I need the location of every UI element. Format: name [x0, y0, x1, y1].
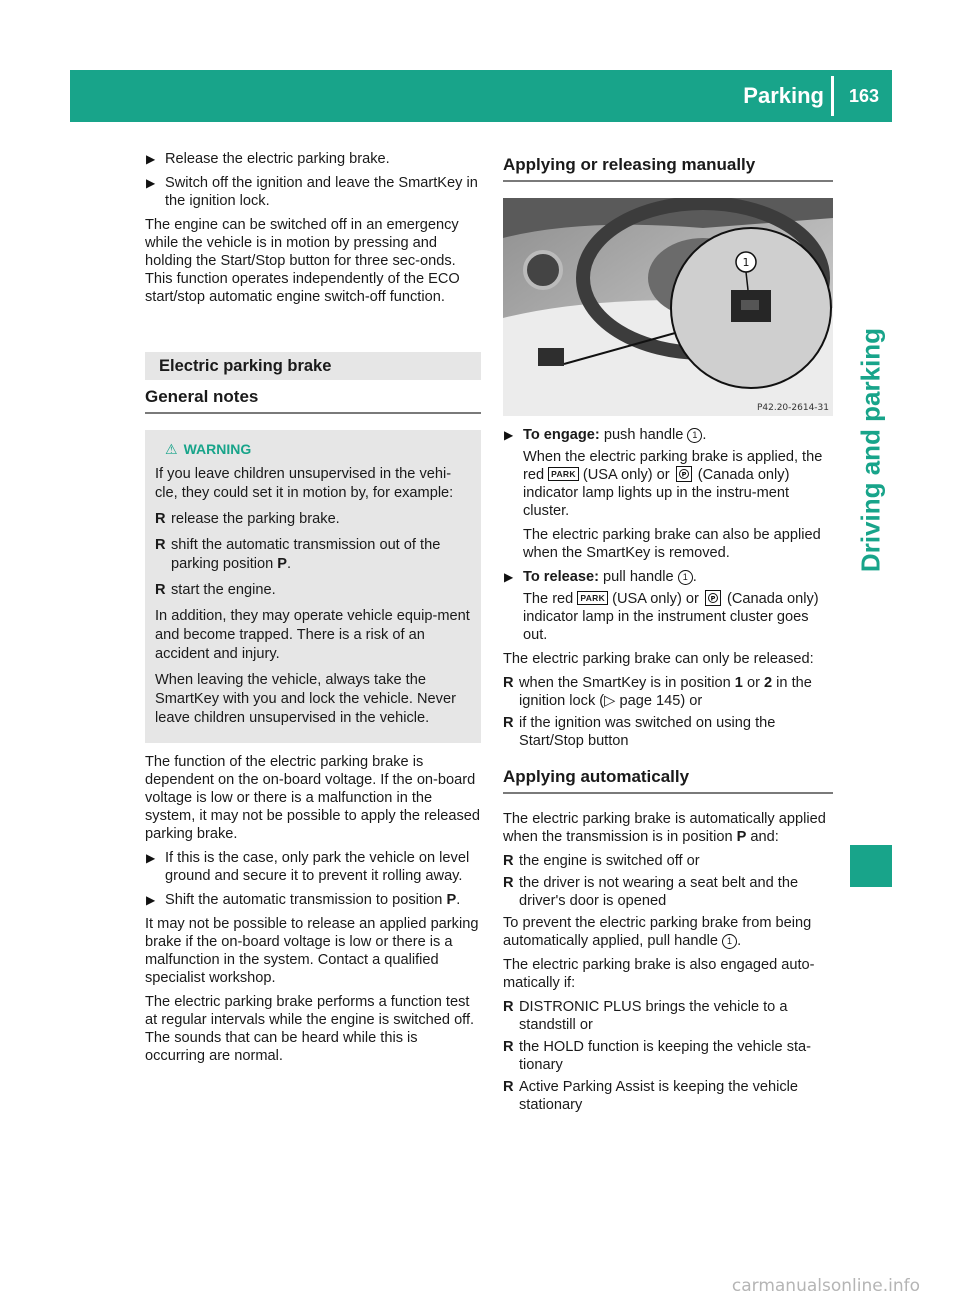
list-item: R DISTRONIC PLUS brings the vehicle to a standstill or	[503, 999, 788, 1033]
list-item: R if the ignition was switched on using the Start/Stop button	[503, 715, 776, 749]
step-arrow-icon: ▶	[146, 152, 156, 166]
side-chapter-strip	[850, 130, 892, 830]
park-lamp-icon: PARK	[548, 467, 579, 481]
subheading: Applying or releasing manually	[503, 156, 833, 182]
left-column	[145, 150, 481, 1071]
bullet-icon: R	[503, 853, 514, 869]
bullet-icon: R	[155, 582, 166, 598]
park-lamp-icon: PARK	[577, 591, 608, 605]
paragraph: The engine can be switched off in an emergency while the vehicle is in motion by pressing and holding the Start/Stop button for three sec-onds. This function operates independently of the ECO start/stop automatic engine switch-off function.	[145, 217, 460, 305]
list-item: R the driver is not wearing a seat belt and the driver's door is opened	[503, 875, 799, 909]
watermark: carmanualsonline.info	[731, 1276, 920, 1296]
instruction-step: ▶ Switch off the ignition and leave the SmartKey in the ignition lock.	[146, 175, 478, 209]
bullet-icon: R	[503, 1039, 514, 1055]
list-item: R the engine is switched off or	[503, 853, 700, 869]
bullet-icon: R	[503, 675, 514, 691]
list-item: R start the engine.	[155, 582, 276, 598]
list-item: R Active Parking Assist is keeping the vehicle stationary	[503, 1079, 799, 1113]
step-detail: When the electric parking brake is applied, the red PARK (USA only) or P (Canada only) indicator lamp lights up in the instru-ment cluster.	[523, 449, 823, 519]
warning-triangle-icon: ⚠	[165, 441, 178, 457]
subheading: Applying automatically	[503, 768, 833, 794]
parking-brake-lamp-icon	[676, 466, 692, 482]
step-detail: The electric parking brake can also be applied when the SmartKey is removed.	[523, 527, 821, 561]
bullet-icon: R	[503, 715, 514, 731]
list-item: R release the parking brake.	[155, 511, 340, 527]
paragraph: The electric parking brake performs a function test at regular intervals while the engine is switched off. The sounds that can be heard while this is occurring are normal.	[145, 994, 475, 1064]
paragraph: The electric parking brake is automatically applied when the transmission is in position P and:	[503, 811, 826, 845]
step-arrow-icon: ▶	[146, 851, 156, 865]
warning-box	[145, 430, 481, 743]
bullet-icon: R	[503, 999, 514, 1015]
callout-1-icon: 1	[722, 934, 737, 949]
list-item: R shift the automatic transmission out of the parking position P.	[155, 537, 441, 572]
step-arrow-icon: ▶	[504, 570, 514, 584]
instruction-step: ▶ If this is the case, only park the vehicle on level ground and secure it to prevent it rolling away.	[146, 850, 470, 884]
bullet-icon: R	[155, 511, 166, 527]
header-bar	[70, 70, 892, 122]
warning-title: ⚠ WARNING	[165, 441, 252, 457]
section-title: Parking	[743, 83, 824, 108]
paragraph: It may not be possible to release an applied parking brake if the on-board voltage is low or there is a malfunction in the system. Contact a qualified specialist workshop.	[145, 916, 479, 986]
chapter-tab	[850, 845, 892, 887]
step-arrow-icon: ▶	[504, 428, 514, 442]
svg-text:P: P	[710, 594, 716, 603]
step-detail: The red PARK (USA only) or P (Canada only) indicator lamp in the instrument cluster goes out.	[523, 591, 819, 643]
warning-intro: If you leave children unsupervised in the vehi-cle, they could set it in motion by, for example:	[155, 466, 454, 501]
dashboard-drawing	[503, 198, 833, 416]
instruction-step: ▶ Shift the automatic transmission to position P.	[146, 892, 461, 908]
parking-brake-lamp-icon	[705, 590, 721, 606]
step-arrow-icon: ▶	[146, 893, 156, 907]
svg-text:P: P	[681, 470, 687, 479]
paragraph: The electric parking brake is also engaged auto-matically if:	[503, 957, 815, 991]
bullet-icon: R	[503, 875, 514, 891]
dashboard-illustration	[503, 198, 833, 416]
bullet-icon: R	[503, 1079, 514, 1095]
paragraph: The function of the electric parking brake is dependent on the on-board voltage. If the on-board voltage is low or there is a malfunction in the system, it may not be possible to apply the released parking brake.	[145, 754, 481, 842]
page-number: 163	[848, 86, 880, 106]
right-column	[503, 150, 833, 1118]
step-arrow-icon: ▶	[146, 176, 156, 190]
instruction-step: ▶ To release: pull handle 1 . The red PARK (USA only) or P (Canada only) indicator lamp in the instrument cluster goes out.	[503, 568, 833, 644]
page-reference-arrow-icon: ▷	[604, 693, 616, 709]
paragraph: To prevent the electric parking brake from being automatically applied, pull handle 1 .	[503, 915, 812, 949]
callout-1-icon: 1	[687, 428, 702, 443]
section-heading: Electric parking brake	[145, 352, 481, 380]
page-reference-link[interactable]: page 145	[619, 693, 681, 709]
chapter-title: Driving and parking	[855, 327, 886, 573]
list-item: R when the SmartKey is in position 1 or 2 in the ignition lock (▷ page 145) or	[503, 675, 812, 709]
instruction-step: ▶ To engage: push handle 1 . When the electric parking brake is applied, the red PARK (USA only) or P (Canada only) indicator lamp lights up in the instru-ment cluster. The electric parking brake can also be applied when the SmartKey is removed.	[503, 426, 833, 562]
bullet-icon: R	[155, 537, 166, 553]
warning-paragraph: When leaving the vehicle, always take the SmartKey with you and lock the vehicle. Never leave children unsupervised in the vehicle.	[155, 672, 456, 726]
subheading: General notes	[145, 388, 481, 414]
header-divider	[831, 76, 834, 116]
image-code: P42.20-2614-31	[756, 403, 829, 413]
list-item: R the HOLD function is keeping the vehicle sta-tionary	[503, 1039, 812, 1073]
warning-paragraph: In addition, they may operate vehicle equip-ment and become trapped. There is a risk of an accident and injury.	[155, 608, 470, 662]
instruction-step: ▶ Release the electric parking brake.	[146, 151, 390, 167]
callout-1-icon: 1	[678, 570, 693, 585]
callout-1-icon: 1	[742, 256, 750, 269]
paragraph: The electric parking brake can only be released:	[503, 651, 814, 667]
